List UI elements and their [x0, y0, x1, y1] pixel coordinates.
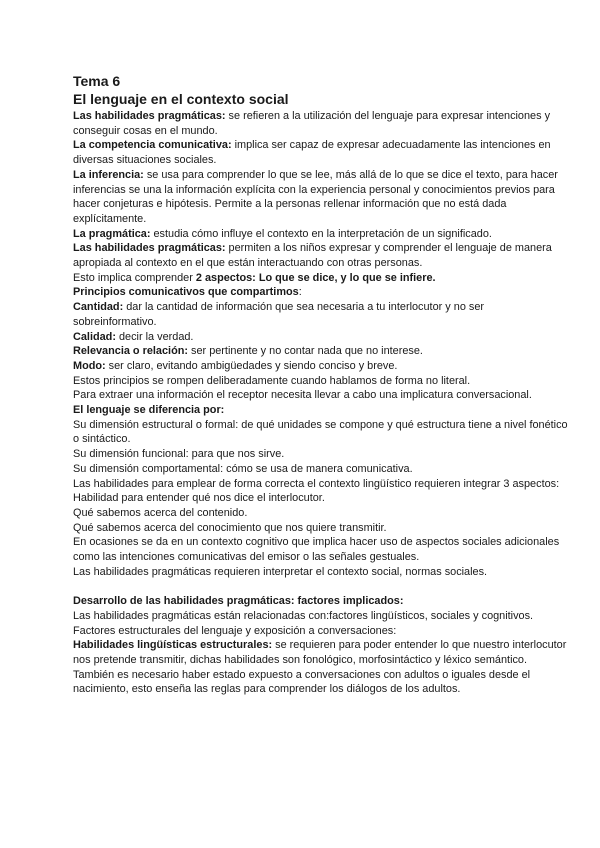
paragraph-text: implica ser capaz de expresar adecuadamente las intenciones en diversas situaciones sociales. [73, 139, 551, 167]
paragraph-text: Su dimensión funcional: para que nos sirve. [73, 448, 285, 461]
paragraph-text: se usa para comprender lo que se lee, más allá de lo que se dice el texto, para hacer inferencias se una la información explícita con la experiencia personal y conocimientos previos para hacer conjeturas e hipótesis. Permite a la personas rellenar información que no está dada explícitamente. [73, 168, 558, 225]
paragraph-text: decir la verdad. [115, 330, 194, 343]
paragraph [73, 491, 570, 506]
paragraph [73, 624, 570, 639]
paragraph-gap [73, 580, 570, 595]
paragraph-bold-text: Desarrollo de las habilidades pragmáticas: factores implicados: [73, 595, 404, 608]
paragraph-text: Estos principios se rompen deliberadamente cuando hablamos de forma no literal. [73, 374, 471, 387]
paragraph [73, 344, 570, 359]
paragraph-text: Qué sabemos acerca del contenido. [73, 506, 248, 519]
paragraph-text: Las habilidades para emplear de forma correcta el contexto lingüístico requieren integrar 3 aspectos: [73, 477, 560, 490]
paragraph-bold-text: Las habilidades pragmáticas: [73, 110, 226, 122]
paragraph-text: se refieren a la utilización del lenguaje para expresar intenciones y conseguir cosas en el mundo. [73, 110, 551, 137]
paragraph-text: ser claro, evitando ambigüedades y siendo conciso y breve. [105, 359, 398, 372]
paragraph [73, 594, 570, 609]
paragraph-bold-text: Principios comunicativos que compartimos [73, 286, 299, 299]
paragraph-bold-text: Calidad: [73, 330, 116, 343]
paragraph-text: Esto implica comprender [73, 271, 196, 284]
paragraph [73, 462, 570, 477]
paragraph-text: En ocasiones se da en un contexto cognitivo que implica hacer uso de aspectos sociales adicionales como las intenciones comunicativas del emisor o las señales gestuales. [73, 536, 560, 564]
paragraph [73, 609, 570, 624]
paragraph [73, 388, 570, 403]
paragraph-bold-text: Las habilidades pragmáticas: [73, 242, 226, 255]
paragraph-bold-text: El lenguaje se diferencia por: [73, 404, 225, 417]
paragraph-text: Su dimensión comportamental: cómo se usa de manera comunicativa. [73, 462, 413, 475]
paragraph [73, 271, 570, 286]
paragraph-text: estudia cómo influye el contexto en la interpretación de un significado. [150, 227, 492, 240]
paragraph [73, 477, 570, 492]
paragraph [73, 535, 570, 564]
paragraph [73, 109, 570, 138]
paragraph-text: dar la cantidad de información que sea necesaria a tu interlocutor y no ser sobreinformativo. [73, 301, 485, 328]
paragraph [73, 227, 570, 242]
paragraph [73, 403, 570, 418]
paragraph-bold-text: La competencia comunicativa: [73, 139, 232, 152]
paragraph-bold-text: 2 aspectos: Lo que se dice, y lo que se infiere. [195, 271, 436, 284]
document-title: Tema 6 [73, 73, 121, 89]
paragraph-text: Habilidad para entender qué nos dice el interlocutor. [73, 492, 325, 505]
paragraph-bold-text: Modo: [73, 359, 106, 372]
document-subtitle: El lenguaje en el contexto social [73, 91, 289, 107]
paragraph-text: Qué sabemos acerca del conocimiento que nos quiere transmitir. [73, 521, 387, 534]
paragraph [73, 521, 570, 536]
paragraph-text: : [298, 286, 302, 299]
paragraph [73, 447, 570, 462]
paragraph [73, 506, 570, 521]
paragraph [73, 241, 570, 270]
paragraph [73, 374, 570, 389]
paragraph [73, 668, 570, 697]
paragraph [73, 359, 570, 374]
paragraph [73, 138, 570, 167]
paragraph-text: ser pertinente y no contar nada que no interese. [188, 345, 423, 358]
paragraph [73, 300, 570, 329]
paragraph-text: Las habilidades pragmáticas están relacionadas con:factores lingüísticos, sociales y cognitivos. [73, 609, 534, 622]
paragraph-bold-text: Relevancia o relación: [73, 345, 189, 358]
paragraph-text: Las habilidades pragmáticas requieren interpretar el contexto social, normas sociales. [73, 565, 488, 578]
paragraph-text: se requieren para poder entender lo que nuestro interlocutor nos pretende transmitir, dichas habilidades son fonológico, morfosintáctico y léxico semántico. [73, 639, 567, 666]
paragraph-bold-text: La pragmática: [73, 227, 151, 240]
paragraph-text: Para extraer una información el receptor necesita llevar a cabo una implicatura conversacional. [73, 389, 532, 402]
paragraph [73, 638, 570, 667]
paragraph [73, 418, 570, 447]
paragraph [73, 565, 570, 580]
paragraph [73, 168, 570, 227]
document-body [73, 109, 570, 697]
paragraph-text: También es necesario haber estado expuesto a conversaciones con adultos o iguales desde el nacimiento, esto enseña las reglas para comprender los diálogos de los adultos. [73, 668, 531, 696]
paragraph-bold-text: La inferencia: [73, 168, 144, 181]
paragraph-text: permiten a los niños expresar y comprender el lenguaje de manera apropiada al contexto en el que están interactuando con otras personas. [73, 242, 552, 270]
paragraph-bold-text: Cantidad: [73, 301, 124, 314]
paragraph-text: Factores estructurales del lenguaje y exposición a conversaciones: [73, 624, 397, 637]
paragraph-bold-text: Habilidades lingüísticas estructurales: [73, 639, 273, 652]
paragraph [73, 330, 570, 345]
paragraph [73, 285, 570, 300]
paragraph-text: Su dimensión estructural o formal: de qué unidades se compone y qué estructura tiene a nivel fonético o sintáctico. [73, 418, 568, 446]
